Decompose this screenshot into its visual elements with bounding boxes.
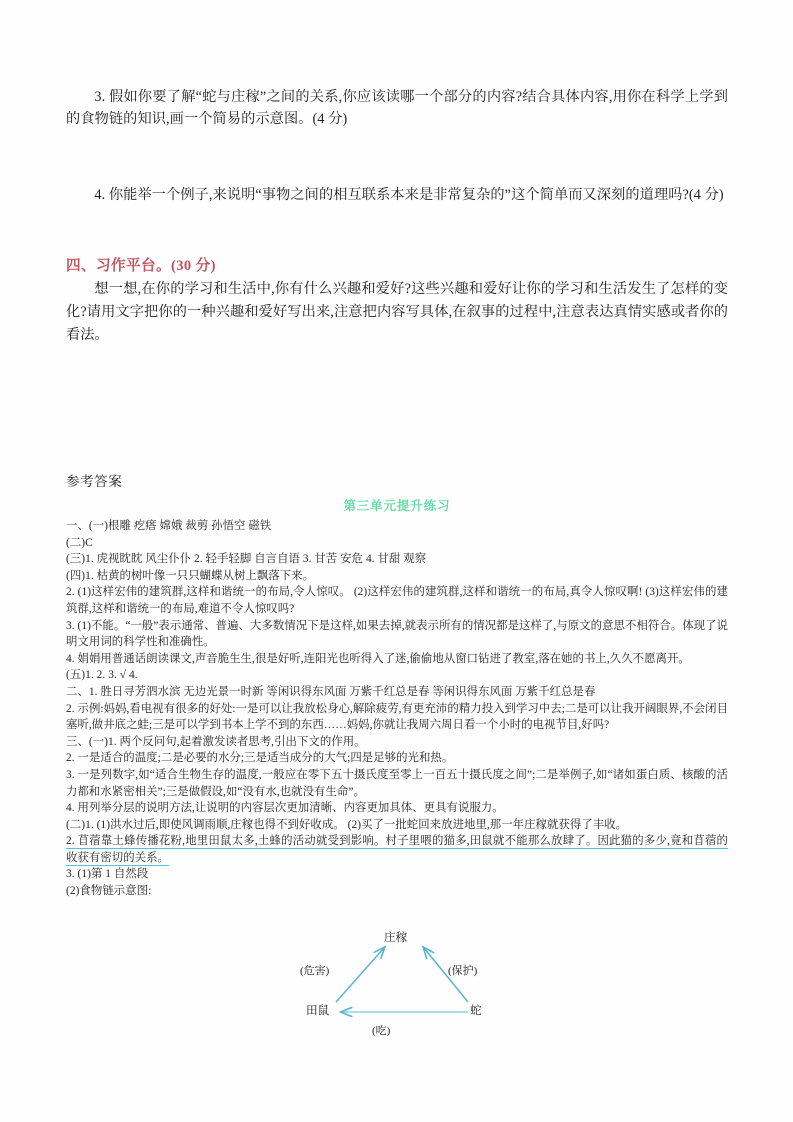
answer-key-section — [66, 470, 728, 900]
diagram-node-crops: 庄稼 — [384, 931, 408, 944]
diagram-edge-eat: (吃) — [372, 1025, 391, 1037]
answer-line: 三、(一)1. 两个反问句,起着激发读者思考,引出下文的作用。 — [66, 735, 366, 748]
answer-line-underlined — [66, 833, 728, 866]
answer-line: 一、(一)根雕 疙瘩 嫦娥 裁剪 孙悟空 磁铁 — [66, 520, 272, 532]
answer-line: 3. 一是列数字,如“适合生物生存的温度,一般应在零下五十摄氏度至零上一百五十摄氏度之间”;二是举例子,如“诸如蛋白质、核酸的活力都和水紧密相关”;三是做假设,如“没有水,也就没有生命”。 — [66, 768, 728, 798]
answer-key-heading: 参考答案 — [66, 474, 123, 489]
answer-line: 2. 一是适合的温度;二是必要的水分;三是适当成分的大气;四是足够的光和热。 — [66, 752, 454, 765]
food-chain-diagram — [232, 928, 572, 1040]
section-heading-four: 四、习作平台。(30 分) — [66, 258, 216, 274]
answer-line: (2)食物链示意图: — [66, 885, 152, 898]
diagram-node-snake: 蛇 — [470, 1004, 482, 1017]
answer-line: (二)C — [66, 536, 93, 549]
answer-line: (四)1. 枯黄的树叶像一只只蝴蝶从树上飘落下来。 — [66, 569, 315, 582]
answer-line: (二)1. (1)洪水过后,即使风调雨顺,庄稼也得不到好收成。 (2)买了一批蛇回来放进地里,那一年庄稼就获得了丰收。 — [66, 818, 628, 831]
answer-line: 3. (1)第 1 自然段 — [66, 868, 149, 881]
diagram-edge-protect: (保护) — [448, 965, 478, 977]
answer-line: 4. 用列举分层的说明方法,让说明的内容层次更加清晰、内容更加具体、更具有说服力。 — [66, 802, 504, 815]
essay-prompt: 想一想,在你的学习和生活中,你有什么兴趣和爱好?这些兴趣和爱好让你的学习和生活发生了怎样的变化?请用文字把你的一种兴趣和爱好写出来,注意把内容写具体,在叙事的过程中,注意表达真情实感或者你的看法。 — [66, 281, 728, 343]
diagram-node-vole: 田鼠 — [306, 1004, 330, 1017]
answer-line: (三)1. 虎视眈眈 风尘仆仆 2. 轻手轻脚 自言自语 3. 甘苦 安危 4. 甘甜 观察 — [66, 553, 427, 566]
diagram-edge-harm: (危害) — [300, 965, 330, 977]
answer-line: 4. 娟娟用普通话朗读课文,声音脆生生,很是好听,连阳光也听得入了迷,偷偷地从窗口钻进了教室,落在她的书上,久久不愿离开。 — [66, 652, 690, 665]
arrow-harm — [336, 948, 384, 1002]
answer-line: 2. 示例:妈妈,看电视有很多的好处:一是可以让我放松身心,解除疲劳,有更充沛的精力投入到学习中去;二是可以让我开阔眼界,不会闭目塞听,做井底之蛙;三是可以学到书本上学不到的东西……妈妈,你就让我周六周日看一个小时的电视节目,好吗? — [66, 702, 729, 732]
answer-line: (五)1. 2. 3. √ 4. — [66, 669, 138, 682]
answer-space-q3 — [66, 136, 728, 184]
answer-line: 3. (1)不能。“一般”表示通常、普遍、大多数情况下是这样,如果去掉,就表示所有的情况都是这样了,与原文的意思不相符合。体现了说明文用词的科学性和准确性。 — [66, 619, 728, 649]
question-4: 4. 你能举一个例子,来说明“事物之间的相互联系本来是非常复杂的”这个简单而又深刻的道理吗?(4 分) — [94, 187, 724, 203]
cyan-underline-text: 2. 苜蓿靠土蜂传播花粉,地里田鼠太多,土蜂的活动就受到影响。村子里喂的猫多,田鼠就不能那么放肆了。因此猫的多少,竟和苜蓿的收获有密切的关系。 — [66, 835, 728, 864]
answer-line: 2. (1)这样宏伟的建筑群,这样和谐统一的布局,令人惊叹。 (2)这样宏伟的建筑群,这样和谐统一的布局,真令人惊叹啊! (3)这样宏伟的建筑群,这样和谐统一的布局,难道不令人惊叹吗? — [66, 586, 728, 615]
exam-section — [66, 86, 728, 347]
question-3: 3. 假如你要了解“蛇与庄稼”之间的关系,你应该读哪一个部分的内容?结合具体内容,用你在科学上学到的食物链的知识,画一个简易的示意图。(4 分) — [66, 89, 728, 127]
answer-space-q4 — [66, 212, 728, 254]
answer-line: 二、1. 胜日寻芳泗水滨 无边光景一时新 等闲识得东风面 万紫千红总是春 等闲识得东风面 万紫千红总是春 — [66, 685, 596, 698]
unit-title: 第三单元提升练习 — [343, 499, 451, 513]
